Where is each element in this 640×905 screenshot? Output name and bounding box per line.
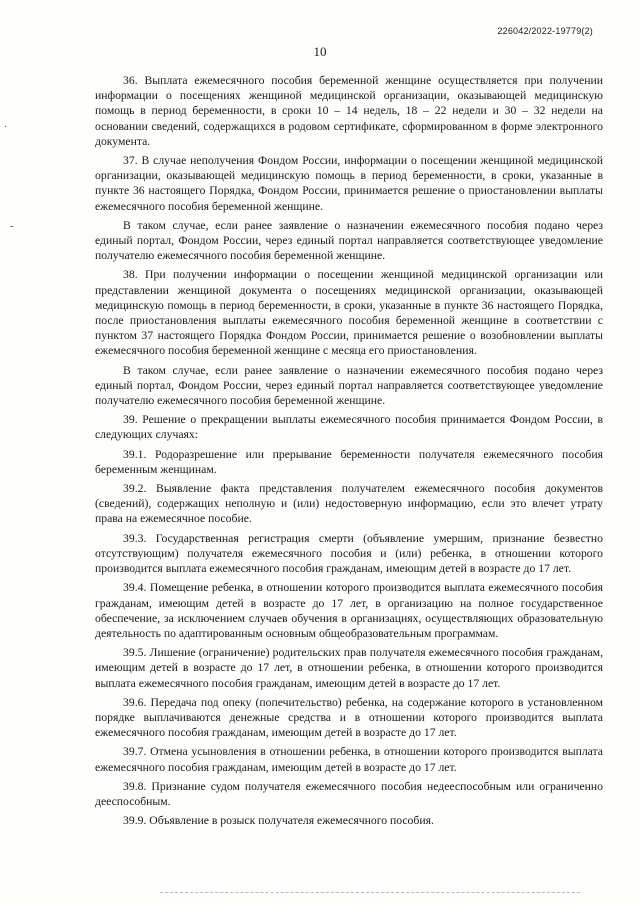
paragraph-39-2: 39.2. Выявление факта представления получателем ежемесячного пособия документов (сведений), содержащих неполную и (или) недостоверную информацию, если это влечет утрату права на ежемесячное пособие. [95,482,603,526]
page-number: 10 [313,44,327,59]
paragraph-39-4: 39.4. Помещение ребенка, в отношении которого производится выплата ежемесячного пособия гражданам, имеющим детей в возрасте до 17 лет, в организацию на полное государственное обеспечение, за исключением случаев обучения в организациях, осуществляющих образовательную деятельность по адаптированным основным общеобразовательным программам. [95,581,603,640]
paragraph-39-8: 39.8. Признание судом получателя ежемесячного пособия недееспособным или ограниченно дееспособным. [95,779,603,808]
paragraph-39-7: 39.7. Отмена усыновления в отношении ребенка, в отношении которого производится выплата ежемесячного пособия гражданам, имеющим детей в возрасте до 17 лет. [95,745,603,774]
paragraph-36: 36. Выплата ежемесячного пособия беременной женщине осуществляется при получении информации о посещениях женщиной медицинской организации, оказывающей медицинскую помощь в период беременности, в сроки 10 – 14 недель, 18 – 22 недели и 30 – 32 недели на основании сведений, содержащихся в родовом сертификате, сформированном в форме электронного документа. [95,74,603,148]
paragraph-39: 39. Решение о прекращении выплаты ежемесячного пособия принимается Фондом России, в следующих случаях: [95,413,603,442]
paragraph-39-9: 39.9. Объявление в розыск получателя ежемесячного пособия. [123,814,434,828]
paragraph-37-notice: В таком случае, если ранее заявление о назначении ежемесячного пособия подано через единый портал, Фондом России, через единый портал направляется соответствующее уведомление получателю ежемесячного пособия беременной женщине. [95,218,603,263]
paragraph-39-1: 39.1. Родоразрешение или прерывание беременности получателя ежемесячного пособия беременным женщинам. [95,447,603,476]
document-body [95,73,603,832]
paragraph-39-6: 39.6. Передача под опеку (попечительство) ребенка, на содержание которого в установленном порядке выплачиваются денежные средства и в отношении которого производится выплата ежемесячного пособия гражданам, имеющим детей в возрасте до 17 лет. [95,695,603,740]
margin-tick-mark: - [10,221,14,232]
paragraph-39-3: 39.3. Государственная регистрация смерти (объявление умершим, признание безвестно отсутствующим) получателя ежемесячного пособия и (или) ребенка, в отношении которого производится выплата ежемесячного пособия гражданам, имеющим детей в возрасте до 17 лет. [95,531,603,576]
paragraph-38-notice: В таком случае, если ранее заявление о назначении ежемесячного пособия подано через единый портал, Фондом России, через единый портал направляется соответствующее уведомление получателю ежемесячного пособия беременной женщине. [95,363,603,408]
paragraph-38: 38. При получении информации о посещении женщиной медицинской организации или представлении женщиной документа о посещениях медицинской организации, оказывающей медицинскую помощь в период беременности, в сроки, указанные в пункте 36 настоящего Порядка, после приостановления выплаты ежемесячного пособия беременной женщине в соответствии с пунктом 37 настоящего Порядка Фондом России, принимается решение о возобновлении выплаты ежемесячного пособия беременной женщине с месяца его приостановления. [95,268,603,358]
paragraph-37: 37. В случае неполучения Фондом России, информации о посещении женщиной медицинской организации, оказывающей медицинскую помощь в период беременности, в сроки, указанные в пункте 36 настоящего Порядка, Фондом России, принимается решение о приостановлении выплаты ежемесячного пособия беременной женщине. [95,154,603,213]
margin-tick-mark: · [4,122,8,133]
document-id: 226042/2022-19779(2) [497,26,593,36]
scan-bottom-artifact [160,892,580,893]
paragraph-39-5: 39.5. Лишение (ограничение) родительских прав получателя ежемесячного пособия гражданам, имеющим детей в возрасте до 17 лет, в отношении ребенка, в отношении которого производится выплата ежемесячного пособия гражданам, имеющим детей в возрасте до 17 лет. [95,646,603,690]
